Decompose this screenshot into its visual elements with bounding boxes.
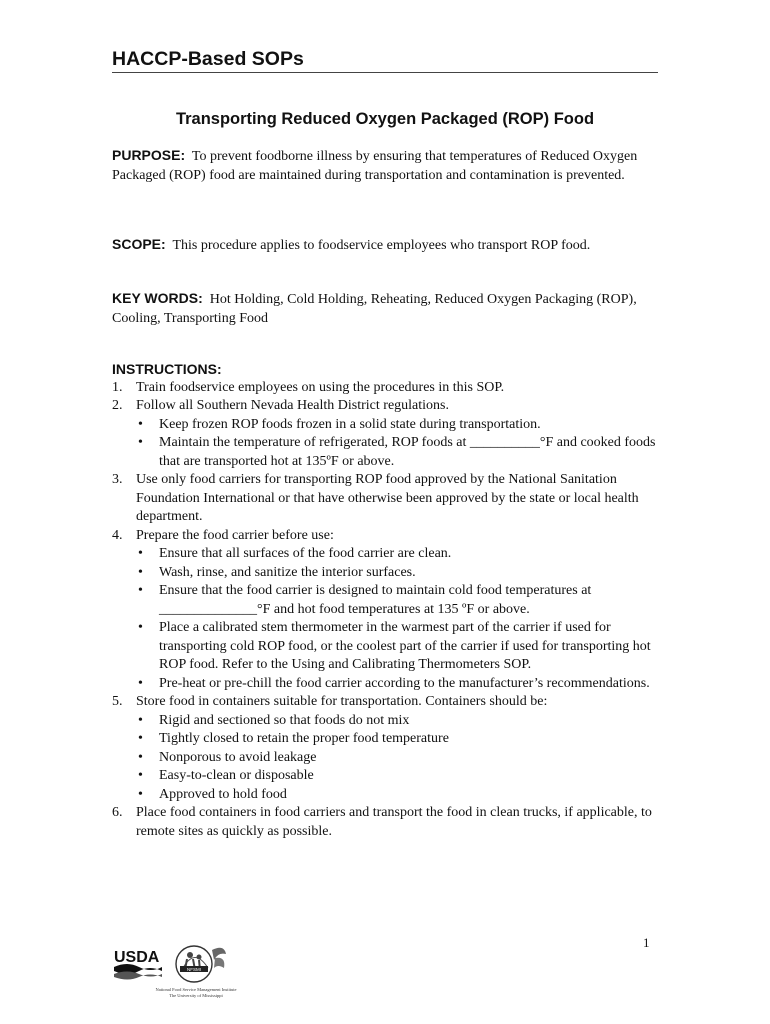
step-text: Prepare the food carrier before use: <box>136 527 334 543</box>
bullet-icon: • <box>138 712 143 728</box>
instruction-step-3 <box>112 471 658 527</box>
header-title: HACCP-Based SOPs <box>112 48 304 70</box>
bullet-item <box>136 416 658 435</box>
instruction-step-2 <box>112 397 658 471</box>
document-title: Transporting Reduced Oxygen Packaged (ROP) Food <box>175 110 595 128</box>
instructions-label: INSTRUCTIONS: <box>112 361 222 377</box>
instruction-step-4 <box>112 527 658 694</box>
step-text: Use only food carriers for transporting ROP food approved by the National Sanitation Foundation International or that have otherwise been approved by the state or local health department. <box>136 472 639 524</box>
usda-logo-text: USDA <box>114 949 160 966</box>
scope-text: This procedure applies to foodservice employees who transport ROP food. <box>172 238 591 253</box>
bullet-icon: • <box>138 749 143 765</box>
step-bullets <box>136 545 658 693</box>
step-number: 4. <box>112 527 123 543</box>
purpose-text: To prevent foodborne illness by ensuring that temperatures of Reduced Oxygen Packaged (ROP) food are maintained during transportation and contamination is prevented. <box>112 149 638 183</box>
step-text: Store food in containers suitable for transportation. Containers should be: <box>136 694 548 709</box>
step-number: 2. <box>112 398 123 413</box>
bullet-text: Easy-to-clean or disposable <box>159 768 314 783</box>
bullet-icon: • <box>138 620 143 635</box>
bullet-icon: • <box>138 564 143 580</box>
instruction-step-1 <box>112 379 658 398</box>
bullet-item <box>136 767 658 786</box>
usda-logo-icon <box>113 945 163 981</box>
bullet-text: Ensure that the food carrier is designed to maintain cold food temperatures at ______________°F and hot food temperatures at 135 ºF or above. <box>159 583 592 617</box>
bullet-icon: • <box>138 583 143 598</box>
instruction-step-6 <box>112 804 658 841</box>
bullet-item <box>136 619 658 675</box>
step-number: 3. <box>112 472 123 487</box>
bullet-text: Maintain the temperature of refrigerated, ROP foods at __________°F and cooked foods that are transported hot at 135ºF or above. <box>159 435 656 469</box>
nfsmi-caption-line-2: The University of Mississippi <box>169 992 223 998</box>
bullet-text: Wash, rinse, and sanitize the interior surfaces. <box>159 564 416 580</box>
keywords-label: KEY WORDS: <box>112 290 203 306</box>
step-number: 6. <box>112 805 123 820</box>
bullet-text: Keep frozen ROP foods frozen in a solid state during transportation. <box>159 416 541 432</box>
bullet-icon: • <box>138 435 143 450</box>
bullet-item <box>136 582 658 619</box>
bullet-item <box>136 545 658 564</box>
page-number: 1 <box>643 935 650 950</box>
bullet-item <box>136 712 658 731</box>
step-number: 1. <box>112 379 123 395</box>
bullet-item <box>136 564 658 583</box>
bullet-item <box>136 749 658 768</box>
nfsmi-logo-text: NFSMI <box>187 967 201 972</box>
bullet-text: Place a calibrated stem thermometer in the warmest part of the carrier if used for transporting cold ROP food, or the coolest part of the carrier if used for transporting hot ROP food. Refer to the Using and Calibrating Thermometers SOP. <box>159 620 651 672</box>
scope-section <box>112 235 658 256</box>
bullet-text: Pre-heat or pre-chill the food carrier according to the manufacturer’s recommendations. <box>159 675 650 691</box>
step-number: 5. <box>112 694 123 709</box>
bullet-icon: • <box>138 768 143 783</box>
bullet-icon: • <box>138 675 143 691</box>
bullet-icon: • <box>138 546 143 561</box>
bullet-text: Approved to hold food <box>159 786 287 802</box>
bullet-text: Tightly closed to retain the proper food temperature <box>159 731 449 746</box>
bullet-item <box>136 675 658 694</box>
keywords-section <box>112 289 658 328</box>
step-text: Train foodservice employees on using the procedures in this SOP. <box>136 379 505 395</box>
bullet-icon: • <box>138 731 143 746</box>
purpose-label: PURPOSE: <box>112 147 186 163</box>
instructions-section <box>112 360 658 841</box>
running-header <box>112 48 658 73</box>
bullet-text: Nonporous to avoid leakage <box>159 749 317 765</box>
bullet-item <box>136 730 658 749</box>
bullet-icon: • <box>138 786 143 802</box>
nfsmi-caption-line-1: National Food Service Management Institute <box>155 987 237 992</box>
bullet-text: Ensure that all surfaces of the food carrier are clean. <box>159 546 452 561</box>
instructions-list <box>112 379 658 842</box>
step-bullets <box>136 416 658 472</box>
instruction-step-5 <box>112 693 658 804</box>
purpose-section <box>112 146 658 185</box>
step-bullets <box>136 712 658 805</box>
bullet-text: Rigid and sectioned so that foods do not mix <box>159 712 410 728</box>
bullet-icon: • <box>138 416 143 432</box>
bullet-item <box>136 786 658 805</box>
keywords-text: Hot Holding, Cold Holding, Reheating, Reduced Oxygen Packaging (ROP), Cooling, Transporting Food <box>112 292 637 326</box>
bullet-item <box>136 434 658 471</box>
step-text: Place food containers in food carriers and transport the food in clean trucks, if applicable, to remote sites as quickly as possible. <box>136 805 652 839</box>
scope-label: SCOPE: <box>112 236 166 252</box>
step-text: Follow all Southern Nevada Health District regulations. <box>136 398 449 413</box>
nfsmi-caption <box>152 987 240 998</box>
